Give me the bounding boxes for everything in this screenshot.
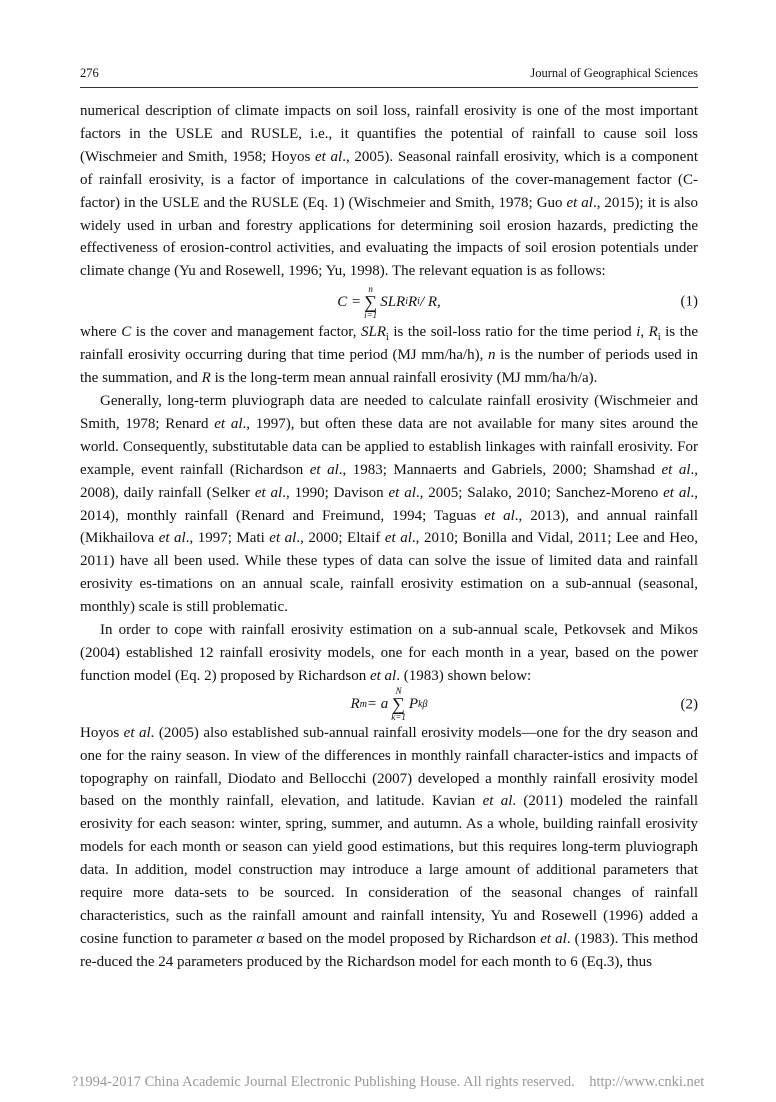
text-segment: n [488, 347, 496, 364]
equation-expression: C = n ∑ i=1 SLR i R i / R, [337, 283, 441, 320]
eq-lhs: R [350, 696, 360, 713]
text-segment: et al [566, 194, 593, 211]
sum-lower: i=1 [364, 309, 378, 320]
text-segment: , [640, 324, 649, 341]
sum-upper: N [395, 686, 402, 697]
paragraph [80, 619, 698, 688]
text-segment: et al [369, 667, 397, 684]
text-segment: et al [663, 484, 691, 501]
text-segment: et al [315, 148, 343, 165]
sigma: ∑ [364, 291, 378, 312]
text-segment: In order to cope with rainfall erosivity estimation on a sub-annual scale, Petkovsek and Mikos (2004) established 12 rainfall erosivity models, one for each month in a year, based on the power function model (Eq. 2) proposed by Richardson [80, 622, 698, 684]
text-segment: et al [214, 415, 243, 432]
text-segment: . (1983). This method re-duced the 24 parameters produced by the Richardson model for each month to 6 (Eq.3), thus [80, 930, 698, 970]
eq-term: SLR [380, 293, 406, 310]
equation-number: (1) [680, 293, 698, 310]
summation-symbol [364, 285, 377, 320]
text-segment: ., 1997; Mati [185, 530, 270, 547]
text-segment: α [256, 930, 265, 947]
paragraph [80, 321, 698, 390]
equation-1 [80, 283, 698, 321]
eq-term: = a [366, 696, 389, 713]
text-segment: C [121, 324, 132, 341]
running-header [80, 66, 698, 81]
text-segment: ., 2014), monthly rainfall (Renard and Freimund, 1994; Taguas [80, 484, 698, 524]
text-segment: based on the model proposed by Richardson [264, 930, 541, 947]
text-segment: Generally, long-term pluviograph data are needed to calculate rainfall erosivity (Wischmeier and Smith, 1978; Renard [80, 392, 698, 432]
text-segment: ., 2010; Bonilla and Vidal, 2011; Lee and Heo, 2011) have all been used. While these types of data can solve the issue of limited data and rainfall erosivity es-timations on an annual scale, rainfall erosivity estimation on a sub-annual (seasonal, monthly) scale is still problematic. [80, 530, 699, 616]
text-segment: . (1983) shown below: [396, 667, 532, 684]
body-text [80, 100, 698, 974]
paragraph [80, 390, 698, 619]
text-segment: R [201, 370, 211, 387]
sigma: ∑ [392, 694, 405, 715]
text-segment: numerical description of climate impacts on soil loss, rainfall erosivity is one of the most important factors in the USLE and RUSLE, i.e., it quantifies the potential of rainfall to cause soil loss (Wischmeier and Smith, 1958; Hoyos [80, 103, 698, 165]
text-segment: is the soil-loss ratio for the time period [388, 324, 637, 341]
footer-copyright: ?1994-2017 China Academic Journal Electronic Publishing House. All rights reserved. [71, 1074, 575, 1090]
equation-expression: R m = a N ∑ k=1 P k β [350, 686, 428, 723]
text-segment: et al [661, 461, 691, 478]
page-number: 276 [80, 66, 99, 80]
text-segment: is the long-term mean annual rainfall erosivity (MJ mm/ha/h/a). [210, 370, 598, 387]
summation-symbol [391, 687, 406, 722]
text-segment: is the number of periods used in the summation, and [80, 347, 699, 387]
text-segment: is the cover and management factor, [131, 324, 361, 341]
text-segment: et al [540, 930, 567, 947]
eq-lhs: C = [337, 293, 362, 310]
text-segment: ., 1990; Davison [282, 484, 389, 501]
text-segment: ., 2005). Seasonal rainfall erosivity, which is a component of rainfall erosivity, is a factor of importance in calculations of the cover-management factor (C-factor) in the USLE and the RUSLE (Eq. 1) (Wischmeier and Smith, 1978; Guo [80, 148, 698, 211]
sum-lower: k=1 [391, 712, 406, 723]
sum-upper: n [368, 283, 373, 294]
text-segment: et al [484, 507, 515, 524]
text-segment: R [648, 324, 658, 341]
header-rule [80, 87, 698, 88]
text-segment: et al [309, 461, 339, 478]
text-segment: is the rainfall erosivity occurring during that time period (MJ mm/ha/h), [80, 324, 698, 364]
text-segment: et al [388, 484, 416, 501]
text-segment: i [386, 332, 389, 344]
text-segment: where [80, 324, 122, 341]
journal-title: Journal of Geographical Sciences [530, 66, 698, 80]
paragraph [80, 100, 698, 283]
paragraph [80, 722, 698, 974]
text-segment: ., 2000; Eltaif [296, 530, 385, 547]
text-segment: ., 2008), daily rainfall (Selker [80, 461, 698, 501]
text-segment: et al [123, 724, 151, 741]
text-segment: ., 2005; Salako, 2010; Sanchez-Moreno [415, 484, 664, 501]
eq-term: P [408, 696, 419, 713]
text-segment: . (2011) modeled the rainfall erosivity for each season: winter, spring, summer, and autumn. As a whole, building rainfall erosivity models for each month or season can yield good estimations, but this requires long-term pluviograph data. In addition, model construction may introduce a large amount of additional parameters that require more data-sets to be sourced. In consideration of the seasonal changes of rainfall characteristics, such as the rainfall amount and rainfall intensity, Yu and Rosewell (1996) added a cosine function to parameter [80, 793, 698, 947]
equation-number: (2) [680, 696, 698, 713]
text-segment: ., 2015); it is also widely used in urban and forestry applications for determining soil erosion hazards, predicting the effectiveness of erosion-control activities, and evaluating the impacts of soil erosion potentials under climate change (Yu and Rosewell, 1996; Yu, 1998). The relevant equation is as follows: [80, 194, 698, 280]
text-segment: Hoyos [80, 724, 124, 741]
text-segment: et al [158, 530, 186, 547]
text-segment: ., 2013), and annual rainfall (Mikhailova [80, 507, 698, 547]
text-segment: . (2005) also established sub-annual rainfall erosivity models—one for the dry season and one for the rainy season. In view of the differences in monthly rainfall character-istics and impacts of topography on rainfall, Diodato and Bellocchi (2007) developed a monthly rainfall erosivity model based on the monthly rainfall, elevation, and latitude. Kavian [80, 724, 699, 810]
footer-url[interactable]: http://www.cnki.net [589, 1074, 705, 1090]
text-segment: SLR [360, 324, 386, 341]
text-segment: et al [384, 530, 412, 547]
text-segment: ., 1983; Mannaerts and Gabriels, 2000; Shamshad [338, 461, 662, 478]
footer-watermark [0, 1074, 776, 1091]
text-segment: i [636, 324, 641, 341]
eq-term: / R, [419, 293, 441, 310]
text-segment: et al [482, 793, 513, 810]
text-segment: et al [254, 484, 283, 501]
eq-term: R [407, 293, 418, 310]
equation-2 [80, 688, 698, 722]
text-segment: i [657, 332, 661, 344]
text-segment: ., 1997), but often these data are not available for many sites around the world. Consequently, substitutable data can be applied to establish linkages with rainfall erosivity. For example, event rainfall (Richardson [80, 415, 699, 478]
text-segment: et al [269, 530, 297, 547]
